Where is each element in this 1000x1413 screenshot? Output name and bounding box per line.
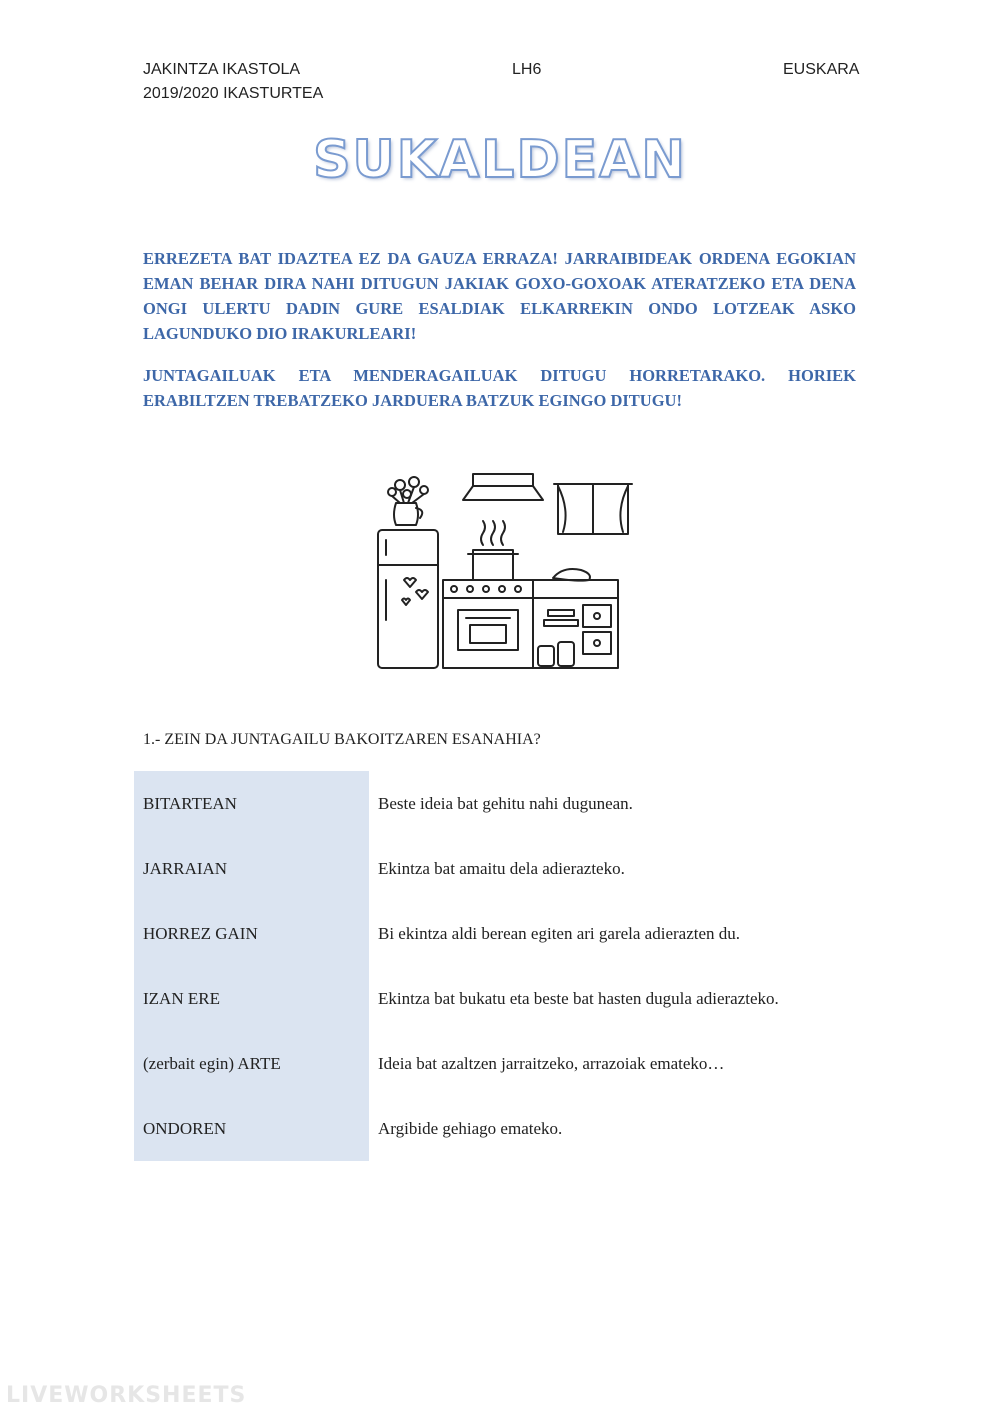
term-cell: BITARTEAN: [134, 771, 369, 836]
table-row: [134, 1096, 864, 1161]
grade-level: LH6: [512, 61, 542, 78]
definition-cell: Ekintza bat amaitu dela adierazteko.: [378, 858, 625, 878]
table-row: [134, 836, 864, 901]
definition-cell: Ideia bat azaltzen jarraitzeko, arrazoiak emateko…: [378, 1053, 725, 1073]
term-cell: ONDOREN: [134, 1096, 369, 1161]
definition-cell: Argibide gehiago emateko.: [378, 1118, 563, 1138]
intro-paragraph-2: JUNTAGAILUAK ETA MENDERAGAILUAK DITUGU HORRETARAKO. HORIEK ERABILTZEN TREBATZEKO JARDUERA BATZUK EGINGO DITUGU!: [143, 366, 856, 410]
table-row: [134, 1031, 864, 1096]
school-name: JAKINTZA IKASTOLA: [143, 61, 301, 78]
term-cell: IZAN ERE: [134, 966, 369, 1031]
table-row: [134, 901, 864, 966]
definition-cell: Ekintza bat bukatu eta beste bat hasten dugula adierazteko.: [378, 988, 779, 1008]
intro-paragraph-1: ERREZETA BAT IDAZTEA EZ DA GAUZA ERRAZA! JARRAIBIDEAK ORDENA EGOKIAN EMAN BEHAR DIRA NAHI DITUGUN JAKIAK GOXO-GOXOAK ATERATZEKO ETA DENA ONGI ULERTU DADIN GURE ESALDIAK ELKARREKIN ONDO LOTZEAK ASKO LAGUNDUKO DIO IRAKURLEARI!: [143, 249, 856, 343]
watermark-logo: LIVEWORKSHEETS: [6, 1383, 247, 1408]
definition-cell: Beste ideia bat gehitu nahi dugunean.: [378, 793, 633, 813]
school-year: 2019/2020 IKASTURTEA: [143, 85, 324, 102]
definition-cell: Bi ekintza aldi berean egiten ari garela adierazten du.: [378, 923, 741, 943]
table-row: [134, 966, 864, 1031]
exercise-question: 1.- ZEIN DA JUNTAGAILU BAKOITZAREN ESANAHIA?: [143, 731, 541, 748]
term-cell: JARRAIAN: [134, 836, 369, 901]
table-row: [134, 771, 864, 836]
kitchen-drawing-icon: [358, 470, 642, 670]
term-cell: (zerbait egin) ARTE: [134, 1031, 369, 1096]
subject-name: EUSKARA: [783, 61, 860, 78]
term-cell: HORREZ GAIN: [134, 901, 369, 966]
matching-table: [134, 771, 864, 1161]
page-title: SUKALDEAN: [313, 130, 687, 190]
